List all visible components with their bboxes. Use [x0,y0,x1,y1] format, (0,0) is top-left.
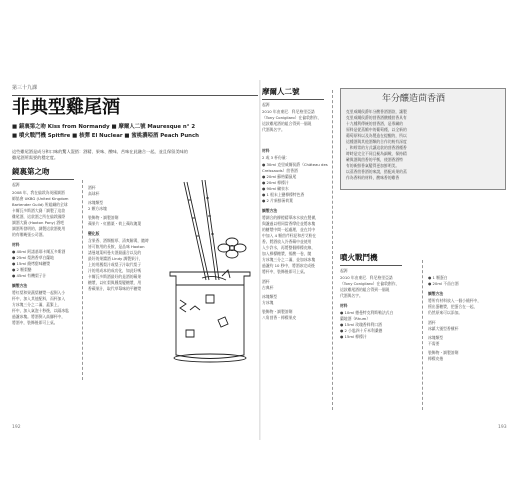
column-divider [82,180,83,380]
method-label: 調製方法 [12,283,28,288]
right-page: 摩爾人二號 起源 2010 年由東尼．科尼格里亞諾 （Tony Conigliaro）在倫敦創作， 這款雞尾酒的組合得到一個現 代酒與名字。 材料 2 或 3 杯份量： ● 30ml 克里威爾侯爵（Château des Creissauds）茴香酒 ● 20ml 蘇格蘭鼠尾 ● 20ml 檸檬汁 ● 90ml 礦泉水 ● 1 根末上鹽檸檬特色香 ● 2 片新鮮薄荷葉 調製方法 將調合的柳橙精華冰水放在製備， 與濾過以相同當香摩佐並將冰塊 的糖漿中間一起處理，並在其中 中加入 4 顆茴芹籽泥和苦艾粉在 香。將酒放入冷香蘋中並使用 入少許水，再將整個檸檬皮線， 加入檸檬糖漿，搖酸一卷，隨 方冰塊三分之二滿，並加冰冰塊 過濾約 10 秒中，將酒冰完成後 將杯中，裝飾後即可上桌。 酒杯 古典杯 冰塊類型 方冰塊 裝飾物・調製溶劑 八角茴香・檸檬果皮 年分釀造茴香酒 克里威爾侯爵年分酸香酒酒款，讓製 克里威爾侯爵的茴香酒酸種茴香具有 十九種利傳統的茴香酒，是專屬的 原料是從蒸餾中的葡萄種，以全新的 葡萄原料以及為製造在提醒的，所以 這種酒與其他酒類的合作比較有深度 ，和經常的方式讓這款的茴香酒種香 時時是完全不同且極為細緻，保持精 確與酒與茴香的平衡，使酒香酒特 有的新鮮香氣變得更加鮮明美。 以蒸香茴香酒的來說，搭配成果的蒸 作為香料的材料，酸味香的雞香 噴火戰鬥機 起源 2010 年由東尼．科尼格里亞諾 （Tony Conigliaro）在倫敦創作， 這款雞尾酒的組合得到一個現 代酒與名字。 材料 ● 10ml 德曼特克利斯勒法式白 蘭地酒（Rhum） ● 15ml 玫瑰香料利口酒 ● 2 小匙四十斤米利桑德 ● 15ml 檸檬汁 ● 1 顆蛋白 ● 20ml 不苗白酒 調製方法 將所有材料放入一個小燒杯中， 摇出蛋糖漿，把蛋合在一起， 仍然原來可以添加。 酒杯 冰鎮大號型香檳杯 冰塊類型 不需要 裝飾物・調製溶劑 檸檬皮捲 193 [262,80,508,440]
book-gutter [259,80,261,440]
recipe-title-spitfire: 噴火戰鬥機 [340,253,378,262]
recipe-title-kiss: 鏡裏第之吻 [12,167,50,176]
glass-label: 酒杯 [262,279,270,284]
glass-label: 酒杯 [88,185,96,190]
ice-label: 冰塊類型 [262,294,278,299]
servings-note: 2 或 3 杯份量： [262,155,290,160]
origin-label: 起源 [262,102,270,107]
glass-value: 古典杯 [262,285,274,290]
page-number-left: 192 [12,425,21,430]
page-title: 非典型雞尾酒 [12,97,120,118]
subtitle-line-2: ■ 噴火戰鬥機 Spitfire ■ 核彈 El Nuclear ■ 蜜桃濃啞酒 Peach Punch [12,133,200,139]
chapter-rule [12,95,258,96]
glass-value: 高球杯 [88,191,100,196]
column-divider [422,260,423,410]
recipe-rule [262,99,324,100]
straw-1 [184,182,206,280]
ice-value: 方冰塊 [262,300,274,305]
ice-label: 冰塊類型 [88,200,104,205]
flower-garnish-icon [218,238,246,258]
origin-label: 起源 [12,182,20,187]
intro-line-1: 這些雞尾酒是成分和口味的驚人混搭：酒精、果味、酸味、苦味在此融合一起，並且保留美味的 [12,149,188,154]
method-label: 調製方法 [262,208,278,213]
variations-label: 變化版 [88,231,100,236]
ingredients-label: 材料 [340,303,348,308]
ingredients-label: 材料 [262,148,270,153]
origin-label: 起源 [340,268,348,273]
sidebar-box-title: 年分釀造茴香酒 [382,94,446,104]
straw-2 [202,180,216,280]
ice-value: 2 顆方冰塊 [88,206,107,211]
garnish-value: 八角茴香・檸檬果皮 [262,315,297,320]
recipe-title-mauresque: 摩爾人二號 [262,87,300,96]
intro-line-2: 雞尾酒所需要的穩定度。 [12,155,59,160]
page-number-right: 193 [498,425,507,430]
chapter-label: 第三十九課 [12,85,38,91]
garnish-label: 裝飾物・調製溶劑 [88,215,119,220]
ingredients-label: 材料 [12,242,20,247]
cocktail-illustration [162,180,258,410]
subtitle-line-1: ■ 鏡裏第之吻 Kiss from Normandy ■ 摩爾人二號 Mauresque n° 2 [12,124,196,130]
garnish-value: 蘋果片・紅醋栗・荷上蘋玫瑰葉 [88,221,142,226]
left-page: 第三十九課 非典型雞尾酒 ■ 鏡裏第之吻 Kiss from Normandy ■ 摩爾人二號 Mauresque n° 2 ■ 噴火戰鬥機 Spitfire ■ 核彈 El Nuclear ■ 蜜桃濃啞酒 Peach Punch 這些雞尾酒是成分和口味的驚人混搭：酒精、果味、酸味、苦味在此融合一起，並且保留美味的 雞尾酒所需要的穩定度。 鏡裏第之吻 起源 2008 年，我在倫敦為英國調酒 師協會 UKBG (United Kingdom Bartender Guild) 所組織的全球 卡爾瓦多斯酒大賽「調製了這款 雞尾酒，這款酒之所在倫敦國際 調酒大賽 (Hoxton Pony) 酒吧 調酒所發明的，調製這款酒使用 的有哪幾張公司酒。 材料 ● 40ml 阿諾基耶卡爾瓦多斯酒 ● 25ml 梨熱香草白蘭地 ● 15ml 燒烤甜味糖漿 ● 2 顆梨酪 ● 45ml 有機梨子汁 調製方法 將紅梨和果蔬梨糖漿一起倒入小 杯中，加入其他配料，而杯加入 方冰塊三分之二滿，蓋緊上， 杯中，加入氣泡十秒後，以隔冰匙 過濾冰塊。將酒倒入高腳杯中， 將酒中，裝飾後即可上桌。 酒杯 高球杯 冰塊類型 2 顆方冰塊 裝飾物・調製溶劑 蘋果片・紅醋栗・荷上蘋玫瑰葉 變化版 含果香、酒類醇厚、清爽解渴，隨時 皆可飲用的長飲，是品味 Hoxton 諾曼地萊柯曼夫酒最適合以及的 最好的果醬酒 Lindy 調製果汁， 上的用鳳梨汁或梨子汁取代梨子 汁的用成本的成功化，如此好嗎 卡爾瓦多斯酒最好的是酒的蘋果 糖漿，以紅梨與鳳梨變糖漿，用 香蘋果汁，取代草莓味的平糖漿 192 [12,80,258,440]
recipe-rule [340,265,402,266]
garnish-label: 裝飾物・調製溶劑 [262,309,293,314]
recipe-rule [12,179,74,180]
column-divider [332,90,333,410]
